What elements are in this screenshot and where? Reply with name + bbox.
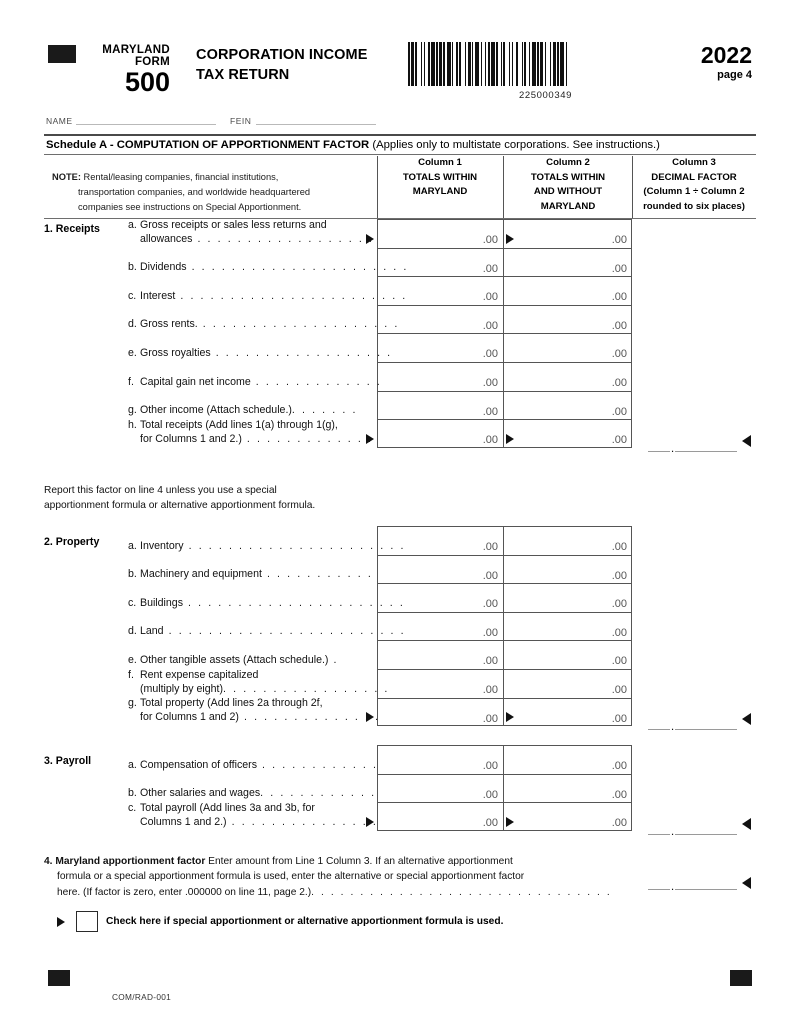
amount-input-col1[interactable]: .00 (482, 817, 498, 830)
schedule-title-note: (Applies only to multistate corporations. See instructions.) (369, 139, 660, 151)
barcode-number: 225000349 (519, 90, 572, 101)
line-letter: e. (128, 654, 137, 666)
line-4-decimal-point: . (670, 879, 675, 893)
line-text: Total payroll (Add lines 3a and 3b, for (140, 801, 315, 814)
decimal-right-rule (675, 718, 737, 730)
page-title-line2: TAX RETURN (196, 67, 290, 83)
amount-input-col2[interactable]: .00 (611, 598, 627, 611)
line-4-bold-lead: Maryland apportionment factor (55, 856, 206, 867)
amount-input-col2[interactable]: .00 (611, 234, 627, 246)
column-3-heading: Column 3 (672, 157, 716, 168)
line-text: Inventory (140, 539, 184, 552)
decimal-factor-input[interactable] (648, 718, 737, 734)
line-label-1b (128, 260, 409, 274)
amount-input-col2[interactable]: .00 (611, 655, 627, 668)
line-letter: c. (128, 289, 137, 302)
line-4-text-3: here. (If factor is zero, enter .000000 on line 11, page 2.) (57, 886, 312, 898)
amount-input-col2[interactable]: .00 (611, 262, 627, 275)
amount-input-col1[interactable]: .00 (482, 626, 498, 639)
column-1-line3: MARYLAND (412, 186, 468, 198)
amount-input-col2[interactable]: .00 (611, 541, 627, 553)
note-line-1: Rental/leasing companies, financial institutions, (83, 172, 279, 182)
column-2-heading: Column 2 (546, 157, 590, 168)
line-text: Other income (Attach schedule.) (140, 404, 292, 417)
line-4-arrow-icon (742, 877, 751, 889)
form-identifier-block (60, 45, 170, 96)
page-title-line1: CORPORATION INCOME (196, 47, 368, 63)
amount-input-col1[interactable]: .00 (482, 655, 498, 668)
special-apportionment-checkbox[interactable] (76, 911, 98, 932)
name-label: NAME (46, 116, 73, 126)
line-4-decimal-factor-input[interactable] (648, 878, 737, 893)
line-text: Rent expense capitalized (140, 668, 259, 681)
column-2-line3: AND WITHOUT (533, 186, 603, 198)
leader-dots: . . . . . . . . . . . . . (250, 375, 382, 388)
line-text-2: (multiply by eight) (140, 682, 224, 695)
line-label-2c (128, 596, 405, 610)
line-letter: b. (128, 787, 137, 800)
colhead-sep-3 (632, 156, 633, 218)
leader-dots: . . . . . . . . . . . . . . . . . . . . (197, 318, 400, 331)
line-arrow-icon (366, 817, 374, 827)
line-label-1e (128, 346, 393, 360)
amount-input-col2[interactable]: .00 (611, 684, 627, 696)
line-label-2f (128, 668, 390, 696)
amount-input-col2[interactable]: .00 (611, 760, 627, 772)
column-1-heading: Column 1 (418, 157, 462, 168)
leader-dots: . . . . . . . . . . . . . . . . . . (210, 347, 393, 359)
form-revision-code: COM/RAD-001 (112, 992, 172, 1002)
line-label-1g (128, 403, 378, 417)
amount-input-col2[interactable]: .00 (611, 712, 627, 725)
note-label: NOTE: (52, 172, 81, 182)
leader-dots: . . . . . . . . . . . . . . . . . . . . . . . (175, 289, 408, 302)
leader-dots: . (328, 654, 339, 666)
name-input[interactable] (76, 124, 216, 125)
line-text: Compensation of officers (140, 758, 257, 771)
tax-year: 2022 (700, 42, 752, 68)
schedule-title-bold: Schedule A - COMPUTATION OF APPORTIONMENT FACTOR (46, 139, 370, 151)
line-text-continued (128, 682, 390, 696)
line-4-text-2: formula or a special apportionment formula is used, enter the alternative or special apportionment factor (57, 871, 525, 883)
amount-input-col2[interactable]: .00 (611, 405, 627, 418)
schedule-top-rule (44, 134, 756, 136)
colhead-sep-2 (503, 156, 504, 218)
column-2-header (504, 156, 632, 214)
line-4-dots: . . . . . . . . . . . . . . . . . . . . . . . . . . . . . . . (311, 886, 612, 898)
decimal-point: . (670, 823, 675, 838)
line-label-1d (128, 317, 400, 331)
form-word: FORM (134, 55, 170, 68)
line-4-decimal-right-rule (675, 878, 737, 890)
line-label-1c (128, 289, 408, 303)
fein-input[interactable] (256, 124, 376, 125)
amount-input-col2[interactable]: .00 (611, 434, 627, 447)
year-block (660, 44, 752, 81)
leader-dots: . . . . . . . . . . . . . . . . . . . . . . (186, 261, 409, 274)
page-number-label: page 4 (717, 69, 752, 81)
line-text-2: for Columns 1 and 2.) (140, 432, 242, 445)
line-arrow-icon (366, 434, 374, 444)
leader-dots-2: . . . . . . . . . . . . . . (238, 711, 381, 724)
special-apportionment-checkbox-label: Check here if special apportionment or alternative apportionment formula is used. (106, 916, 504, 927)
amount-input-col1[interactable]: .00 (482, 377, 498, 389)
line-label-1a (128, 218, 378, 246)
amount-input-col2[interactable]: .00 (611, 377, 627, 389)
line-label-3c (128, 801, 378, 829)
amount-input-col1[interactable]: .00 (482, 541, 498, 553)
decimal-point: . (670, 440, 675, 455)
report-note-line1: Report this factor on line 4 unless you use a special (44, 485, 277, 496)
decimal-factor-arrow-icon (742, 818, 751, 830)
leader-dots-2: . . . . . . . . . . . . . (241, 432, 374, 445)
leader-dots: . . . . . . . (291, 404, 358, 417)
line-label-1f (128, 375, 382, 389)
schedule-title (46, 139, 660, 151)
column-1-line2: TOTALS WITHIN (402, 171, 478, 183)
line-text: Total property (Add lines 2a through 2f, (140, 697, 323, 710)
line-label-2g (128, 696, 381, 724)
line-letter: d. (128, 625, 137, 638)
line-letter: e. (128, 347, 137, 359)
line-text: Land (140, 625, 164, 638)
barcode (408, 42, 683, 101)
amount-input-col1[interactable]: .00 (482, 712, 498, 725)
leader-dots: . . . . . . . . . . . . (260, 787, 377, 800)
state-name: MARYLAND (102, 44, 170, 56)
decimal-point: . (670, 719, 675, 734)
schedule-bottom-rule (44, 154, 756, 155)
section-label-receipts: 1. Receipts (44, 223, 100, 235)
line-label-2e (128, 653, 378, 667)
column-3-line3: (Column 1 ÷ Column 2 (643, 186, 745, 198)
line-text: Gross rents. (140, 318, 198, 331)
amount-input-col1[interactable]: .00 (482, 434, 498, 447)
line-letter: h. (128, 418, 137, 431)
special-apportionment-note (52, 170, 362, 215)
line-label-3b (128, 786, 378, 800)
amount-input-col1[interactable]: .00 (482, 569, 498, 582)
line-arrow-icon (366, 712, 374, 722)
amount-input-col2[interactable]: .00 (611, 817, 627, 830)
line-letter: c. (128, 801, 137, 814)
column-3-header (633, 156, 755, 214)
registration-mark-bottom-left (48, 970, 70, 986)
line-text: Buildings (140, 596, 183, 609)
line-letter: f. (128, 375, 134, 388)
decimal-left-rule (648, 718, 670, 730)
line-text: Gross royalties (140, 347, 211, 359)
leader-dots-2: . . . . . . . . . . . . . . . . . . (192, 232, 374, 245)
note-line-2: transportation companies, and worldwide headquartered (78, 187, 311, 198)
form-number: 500 (124, 66, 170, 97)
decimal-factor-input[interactable] (648, 823, 737, 838)
amount-input-col2[interactable]: .00 (611, 291, 627, 304)
line-text-2: Columns 1 and 2.) (140, 815, 227, 828)
line-4-decimal-left-rule (648, 878, 670, 890)
line-text-continued (128, 710, 381, 724)
line-letter: d. (128, 318, 137, 331)
line-text: Dividends (140, 261, 187, 274)
amount-input-col1[interactable]: .00 (482, 760, 498, 772)
decimal-factor-arrow-icon (742, 435, 751, 447)
amount-input-col1[interactable]: .00 (482, 234, 498, 246)
line-label-1h (128, 418, 378, 446)
line-4-number: 4. (44, 856, 53, 867)
fein-label: FEIN (230, 116, 252, 126)
decimal-factor-arrow-icon (742, 713, 751, 725)
amount-input-col1[interactable]: .00 (482, 405, 498, 418)
line-letter: c. (128, 596, 137, 609)
line-letter: g. (128, 404, 137, 417)
line-letter: b. (128, 261, 137, 274)
barcode-bars (408, 42, 683, 86)
amount-input-col2[interactable]: .00 (611, 569, 627, 582)
decimal-right-rule (675, 440, 737, 452)
line-label-2b (128, 567, 378, 581)
report-note-line2: apportionment formula or alternative apportionment formula. (44, 499, 316, 511)
line-text: Total receipts (Add lines 1(a) through 1(g), (140, 418, 338, 431)
line-label-3a (128, 758, 378, 772)
decimal-right-rule (675, 823, 737, 835)
line-text: Other salaries and wages (140, 787, 261, 800)
leader-dots: . . . . . . . . . . . (261, 568, 373, 581)
line-letter: a. (128, 218, 137, 231)
amount-input-col1[interactable]: .00 (482, 684, 498, 696)
line-text-2: for Columns 1 and 2) (140, 711, 239, 724)
decimal-factor-input[interactable] (648, 440, 737, 455)
line-letter: f. (128, 668, 134, 681)
leader-dots: . . . . . . . . . . . . . . . . . . . . . . (183, 539, 406, 552)
column-3-line4: rounded to six places) (643, 200, 745, 212)
line-text-continued (128, 432, 378, 446)
amount-input-col2[interactable]: .00 (611, 788, 627, 801)
column-2-line4: MARYLAND (540, 200, 596, 212)
line-text-continued (128, 815, 378, 829)
leader-dots: . . . . . . . . . . . . (257, 758, 379, 771)
section-label-payroll: 3. Payroll (44, 755, 92, 767)
line-letter: a. (128, 539, 137, 552)
line-text: Capital gain net income (140, 375, 251, 388)
line-4-block (44, 854, 644, 900)
amount-input-col1[interactable]: .00 (482, 262, 498, 275)
decimal-left-rule (648, 440, 670, 452)
amount-input-col1[interactable]: .00 (482, 291, 498, 304)
line-label-2a (128, 539, 406, 553)
column-3-line2: DECIMAL FACTOR (651, 171, 737, 183)
amount-input-col1[interactable]: .00 (482, 348, 498, 361)
section-label-property: 2. Property (44, 536, 100, 548)
line-letter: g. (128, 697, 137, 710)
amount-input-col2[interactable]: .00 (611, 626, 627, 639)
amount-input-col1[interactable]: .00 (482, 319, 498, 332)
decimal-left-rule (648, 823, 670, 835)
line-label-2d (128, 624, 406, 638)
line-text: Other tangible assets (Attach schedule.) (140, 654, 329, 666)
column-1-header (377, 156, 503, 200)
colhead-sep-1 (377, 156, 378, 218)
checkbox-arrow-icon (57, 917, 65, 927)
line-text: Gross receipts or sales less returns and (140, 218, 327, 231)
page-title (196, 45, 396, 85)
line-4-text-1: Enter amount from Line 1 Column 3. If an alternative apportionment (205, 856, 513, 867)
line-text: Interest (140, 289, 176, 302)
line-arrow-icon (366, 234, 374, 244)
amount-input-col2[interactable]: .00 (611, 319, 627, 332)
leader-dots-2: . . . . . . . . . . . . . . . (226, 815, 378, 828)
report-factor-note (44, 484, 374, 513)
amount-input-col1[interactable]: .00 (482, 788, 498, 801)
amount-input-col2[interactable]: .00 (611, 348, 627, 361)
registration-mark-bottom-right (730, 970, 752, 986)
line-text-continued (128, 232, 378, 246)
line-text-2: allowances (140, 232, 193, 245)
note-line-3: companies see instructions on Special Apportionment. (78, 202, 302, 213)
line-letter: a. (128, 758, 137, 771)
column-2-line2: TOTALS WITHIN (530, 171, 606, 183)
amount-input-col1[interactable]: .00 (482, 598, 498, 611)
line-letter: b. (128, 568, 137, 581)
leader-dots: . . . . . . . . . . . . . . . . . . . . . . (183, 596, 405, 609)
line-text: Machinery and equipment (140, 568, 262, 581)
leader-dots-2: . . . . . . . . . . . . . . . . . (223, 682, 390, 695)
leader-dots: . . . . . . . . . . . . . . . . . . . . . . . . (163, 625, 406, 638)
